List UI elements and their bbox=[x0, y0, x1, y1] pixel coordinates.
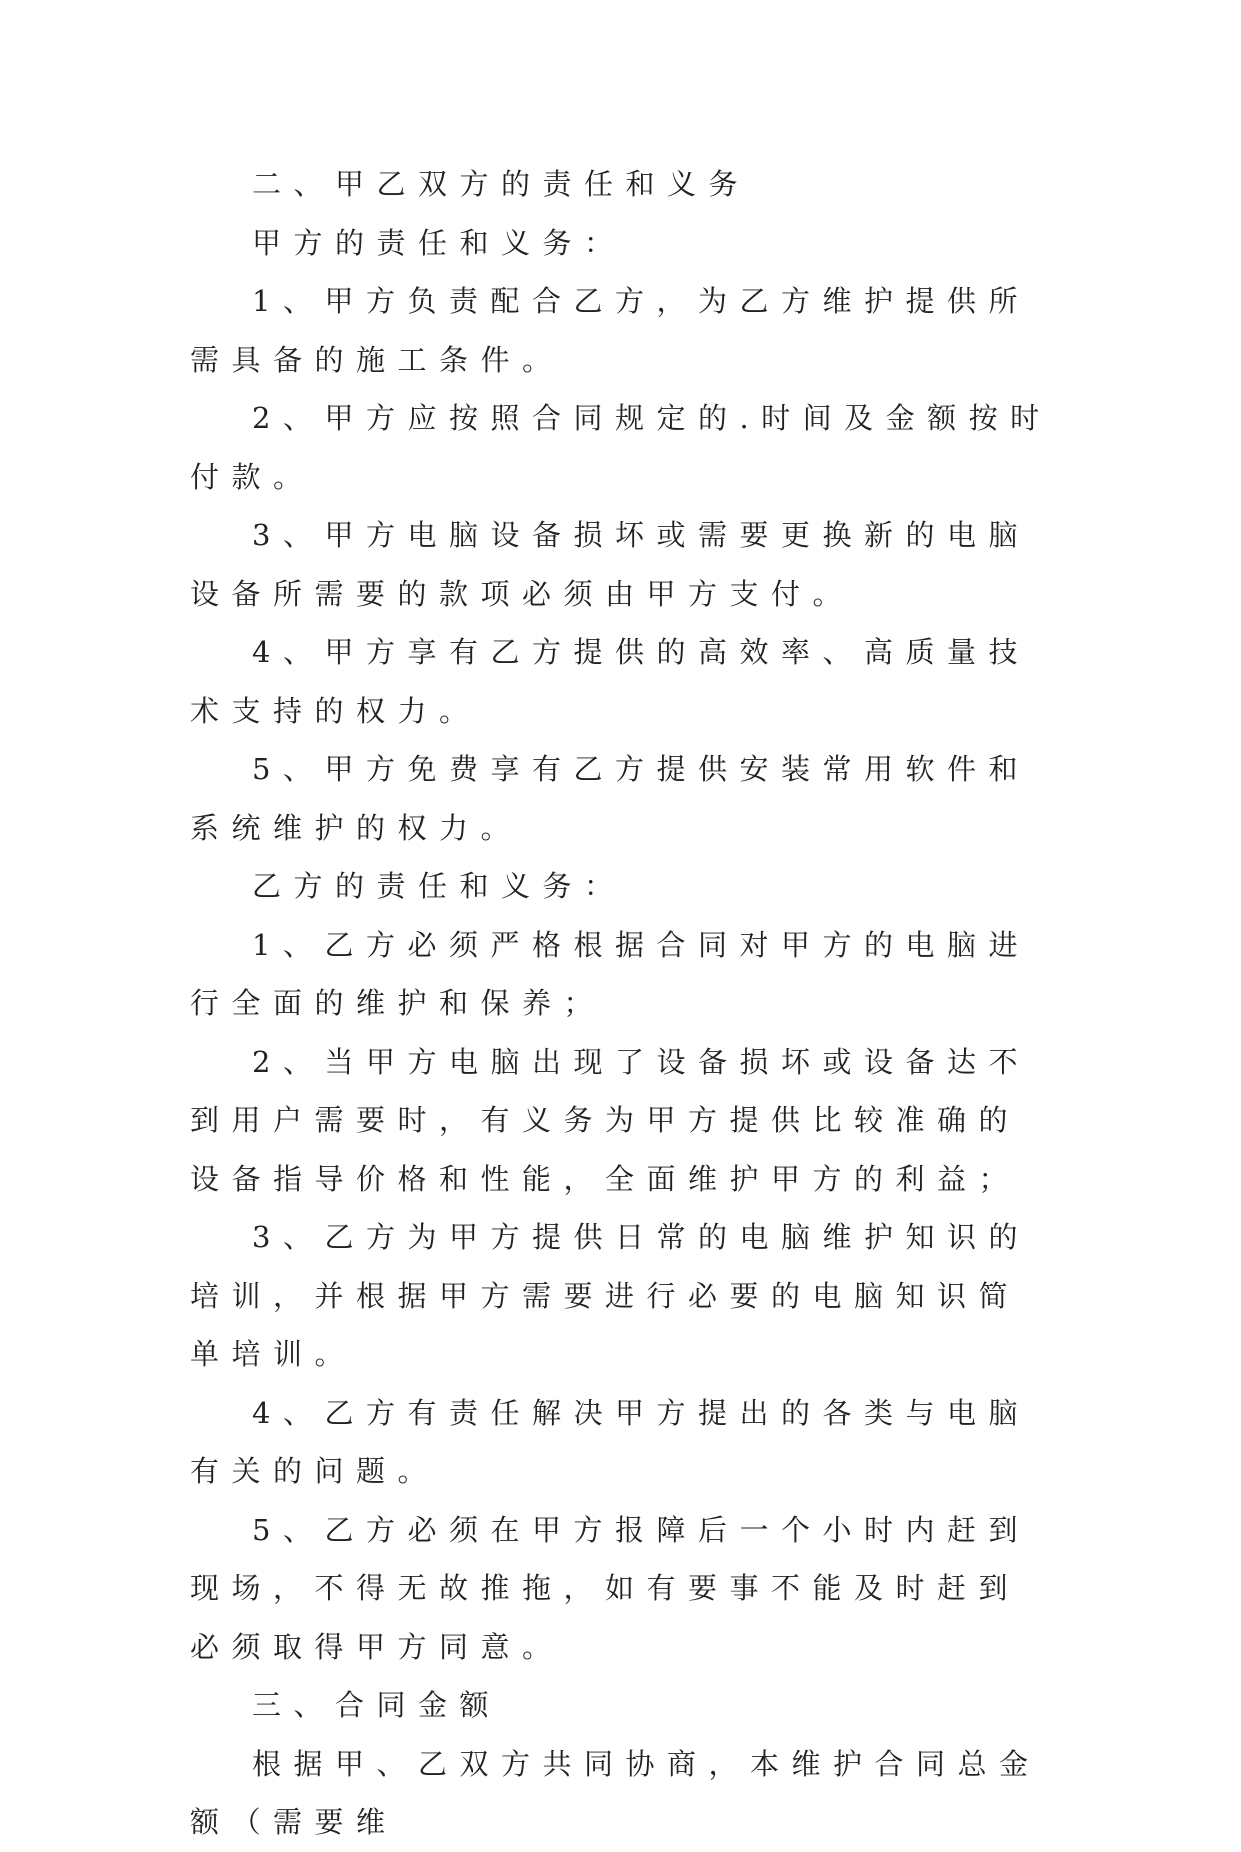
party-a-clause-3: 3、甲方电脑设备损坏或需要更换新的电脑设备所需要的款项必须由甲方支付。 bbox=[190, 518, 1030, 611]
party-b-clause-1: 1、乙方必须严格根据合同对甲方的电脑进行全面的维护和保养； bbox=[190, 927, 1030, 1020]
party-a-clause-2: 2、甲方应按照合同规定的.时间及金额按时付款。 bbox=[190, 401, 1052, 494]
party-a-clause-1: 1、甲方负责配合乙方，为乙方维护提供所需具备的施工条件。 bbox=[190, 284, 1030, 377]
party-b-clause-3: 3、乙方为甲方提供日常的电脑维护知识的培训，并根据甲方需要进行必要的电脑知识简单培训。 bbox=[190, 1220, 1030, 1371]
party-b-clause-4: 4、乙方有责任解决甲方提出的各类与电脑有关的问题。 bbox=[190, 1395, 1030, 1488]
party-a-heading: 甲方的责任和义务： bbox=[252, 225, 626, 260]
party-b-clause-2: 2、当甲方电脑出现了设备损坏或设备达不到用户需要时，有义务为甲方提供比较准确的设备指导价格和性能，全面维护甲方的利益； bbox=[190, 1044, 1030, 1196]
document-body bbox=[190, 155, 1060, 1852]
party-b-clause-5: 5、乙方必须在甲方报障后一个小时内赶到现场，不得无故推拖，如有要事不能及时赶到必须取得甲方同意。 bbox=[190, 1512, 1030, 1664]
section-heading-responsibilities: 二、甲乙双方的责任和义务 bbox=[252, 167, 751, 201]
party-a-clause-5: 5、甲方免费享有乙方提供安装常用软件和系统维护的权力。 bbox=[190, 752, 1030, 845]
section-heading-contract-amount: 三、合同金额 bbox=[252, 1688, 502, 1722]
contract-amount-text: 根据甲、乙双方共同协商，本维护合同总金额（需要维 bbox=[190, 1746, 1041, 1839]
party-a-clause-4: 4、甲方享有乙方提供的高效率、高质量技术支持的权力。 bbox=[190, 635, 1030, 728]
party-b-heading: 乙方的责任和义务： bbox=[252, 869, 626, 903]
